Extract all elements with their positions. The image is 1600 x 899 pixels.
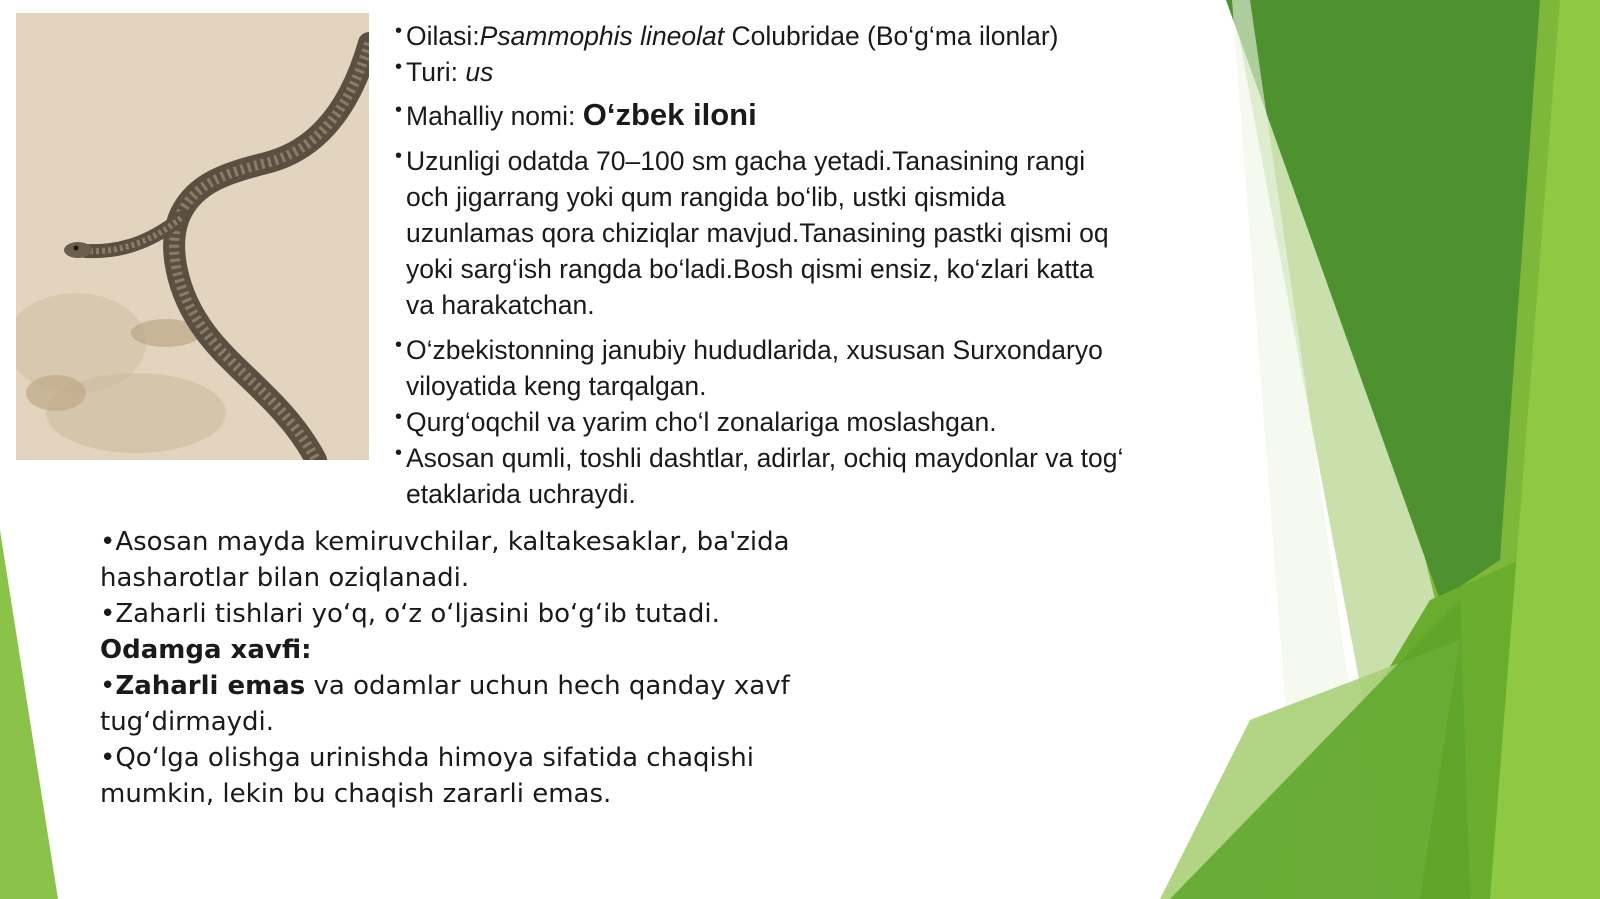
danger-bold-text: Zaharli emas [115,671,306,701]
diet-line: hasharotlar bilan oziqlanadi. [100,563,470,593]
danger-line [100,668,860,704]
snake-photo-image [16,13,369,460]
species-info [396,18,1226,512]
left-green-shape [0,530,58,899]
bite-line: mumkin, lekin bu chaqish zararli emas. [100,779,612,809]
species-line [396,54,1226,90]
local-name-line [396,97,1226,134]
danger-line: tug‘dirmaydi. [100,707,275,737]
description-line: uzunlamas qora chiziqlar mavjud.Tanasining pastki qismi oq [406,218,1109,248]
habitat-line: • Asosan qumli, toshli dashtlar, adirlar, ochiq maydonlar va tog‘ [406,443,1124,473]
distribution-line: viloyatida keng tarqalgan. [406,371,707,401]
family-label: Oilasi: [406,21,480,51]
diet-and-danger-info [100,524,860,812]
snake-photo [16,13,369,460]
local-name-label: Mahalliy nomi: [406,101,583,131]
diet-line: •Asosan mayda kemiruvchilar, kaltakesaklar, ba'zida [100,527,790,557]
bite-line: •Qo‘lga olishga urinishda himoya sifatida chaqishi [100,743,754,773]
zone-line: • Qurg‘oqchil va yarim cho‘l zonalariga moslashgan. [396,404,1226,440]
danger-heading: Odamga xavfi: [100,635,312,665]
description-paragraph [396,143,1226,323]
description-line: • Uzunligi odatda 70–100 sm gacha yetadi.Tanasining rangi [406,146,1086,176]
family-name: Colubridae (Bo‘g‘ma ilonlar) [724,21,1059,51]
distribution-paragraph [396,332,1226,404]
description-line: va harakatchan. [406,290,595,320]
description-line: och jigarrang yoki qum rangida bo‘lib, ustki qismida [406,182,1006,212]
species-label: Turi: [406,57,466,87]
local-name-value: O‘zbek iloni [582,97,757,132]
family-latin-name: Psammophis lineolat [479,21,725,51]
habitat-paragraph [396,440,1226,512]
danger-bullet: • [100,671,116,701]
fangs-line: •Zaharli tishlari yo‘q, o‘z o‘ljasini bo‘g‘ib tutadi. [100,599,720,629]
description-line: yoki sarg‘ish rangda bo‘ladi.Bosh qismi ensiz, ko‘zlari katta [406,254,1094,284]
distribution-line: • O‘zbekistonning janubiy hududlarida, xususan Surxondaryo [406,335,1103,365]
species-latin-suffix: us [465,57,494,87]
danger-rest-text: va odamlar uchun hech qanday xavf [305,671,790,701]
family-line [396,18,1226,54]
habitat-line: etaklarida uchraydi. [406,479,636,509]
